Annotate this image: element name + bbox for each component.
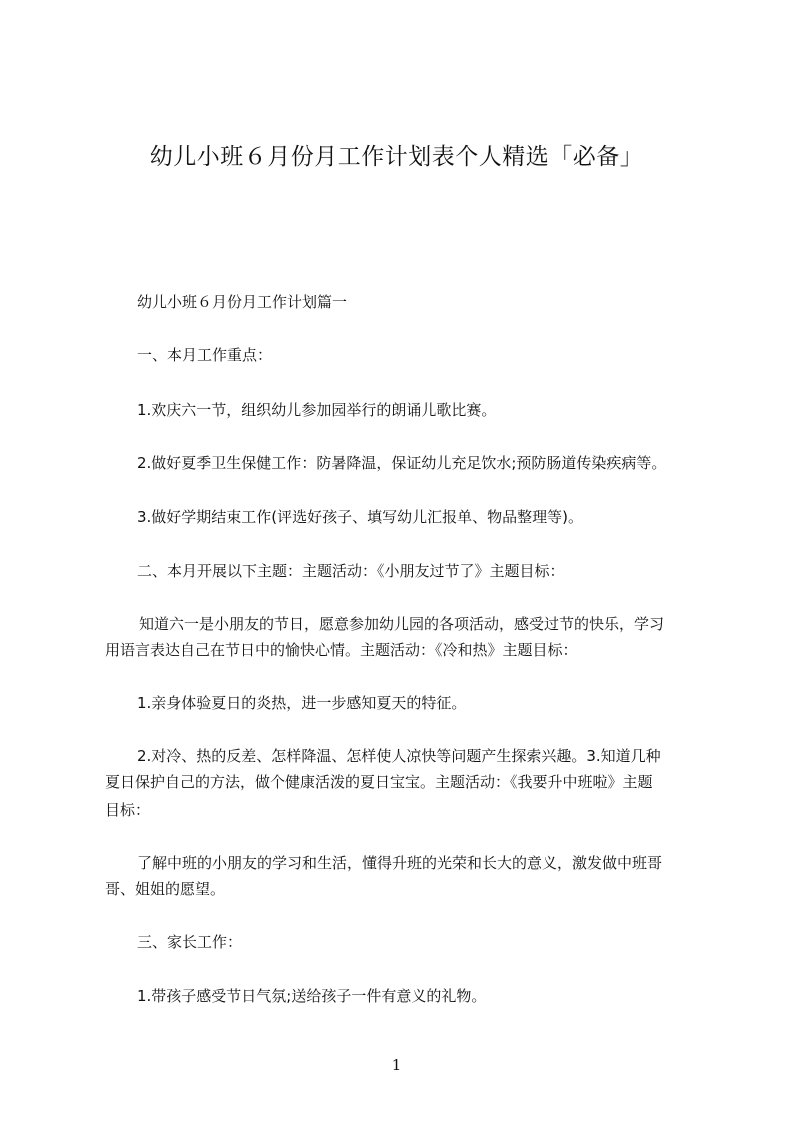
paragraph-cold-hot-line-1: 2.对冷、热的反差、怎样降温、怎样使人凉快等问题产生探索兴趣。3.知道几种 xyxy=(137,747,661,765)
paragraph-item-2: 2.做好夏季卫生保健工作：防暑降温，保证幼儿充足饮水;预防肠道传染疾病等。 xyxy=(137,454,667,472)
paragraph-hot-summer: 1.亲身体验夏日的炎热，进一步感知夏天的特征。 xyxy=(137,694,467,712)
paragraph-item-1: 1.欢庆六一节，组织幼儿参加园举行的朗诵儿歌比赛。 xyxy=(137,401,497,419)
document-title: 幼儿小班６月份月工作计划表个人精选「必备」 xyxy=(149,144,644,170)
paragraph-children-day-line-1: 知道六一是小朋友的节日，愿意参加幼儿园的各项活动，感受过节的快乐，学习 xyxy=(139,615,665,633)
section-heading-parent-work: 三、家长工作： xyxy=(137,933,243,951)
section-heading-themes: 二、本月开展以下主题：主题活动：《小朋友过节了》主题目标： xyxy=(137,562,565,580)
paragraph-middle-class-line-2: 哥、姐姐的愿望。 xyxy=(105,880,226,898)
section-heading-plan-part-one: 幼儿小班６月份月工作计划篇一 xyxy=(137,293,348,311)
paragraph-parent-item-1: 1.带孩子感受节日气氛;送给孩子一件有意义的礼物。 xyxy=(137,987,487,1005)
paragraph-children-day-line-2: 用语言表达自己在节日中的愉快心情。主题活动：《冷和热》主题目标： xyxy=(105,641,578,659)
paragraph-item-3: 3.做好学期结束工作(评选好孩子、填写幼儿汇报单、物品整理等)。 xyxy=(137,508,584,526)
paragraph-middle-class-line-1: 了解中班的小朋友的学习和生活，懂得升班的光荣和长大的意义，激发做中班哥 xyxy=(137,854,663,872)
paragraph-cold-hot-line-3: 目标： xyxy=(105,801,151,819)
paragraph-cold-hot-line-2: 夏日保护自己的方法，做个健康活泼的夏日宝宝。主题活动：《我要升中班啦》主题 xyxy=(105,773,653,791)
section-heading-monthly-focus: 一、本月工作重点： xyxy=(137,346,273,364)
page-number: 1 xyxy=(391,1056,402,1074)
